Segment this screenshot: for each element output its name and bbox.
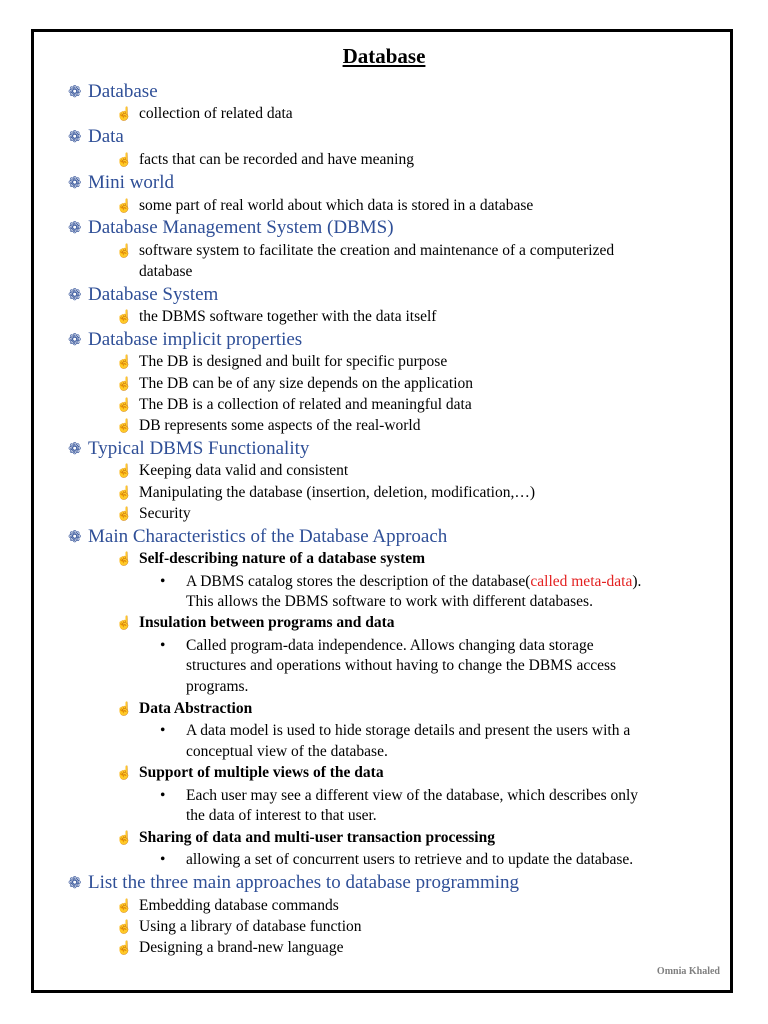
swirl-bullet-icon: ❁ <box>68 287 82 304</box>
hand-pointer-icon: ☝ <box>116 615 133 630</box>
hand-pointer-icon: ☝ <box>116 940 133 955</box>
hand-pointer-icon: ☝ <box>116 309 133 324</box>
list-item: ☝ The DB is designed and built for specific purpose <box>116 353 448 370</box>
heading-data: ❁ Data <box>68 126 124 147</box>
list-item: ☝ The DB is a collection of related and meaningful data <box>116 396 472 413</box>
sub-item: • Each user may see a different view of the database, which describes only <box>160 787 639 804</box>
sub-item-continuation: This allows the DBMS software to work with different databases. <box>186 593 593 610</box>
sub-heading: ☝ Data Abstraction <box>116 700 253 717</box>
hand-pointer-icon: ☝ <box>116 830 133 845</box>
list-item: ☝ DB represents some aspects of the real-world <box>116 417 421 434</box>
list-item: ☝ the DBMS software together with the data itself <box>116 308 437 325</box>
sub-item-continuation: the data of interest to that user. <box>186 807 377 824</box>
hand-pointer-icon: ☝ <box>116 354 133 369</box>
sub-item: • allowing a set of concurrent users to retrieve and to update the database. <box>160 851 634 868</box>
sub-heading: ☝ Insulation between programs and data <box>116 614 395 631</box>
sub-item: • Called program-data independence. Allows changing data storage <box>160 637 594 654</box>
dot-bullet: • <box>160 722 166 739</box>
list-item: ☝ facts that can be recorded and have meaning <box>116 151 414 168</box>
heading-dbms: ❁ Database Management System (DBMS) <box>68 217 394 238</box>
hand-pointer-icon: ☝ <box>116 919 133 934</box>
hand-pointer-icon: ☝ <box>116 485 133 500</box>
hand-pointer-icon: ☝ <box>116 376 133 391</box>
swirl-bullet-icon: ❁ <box>68 220 82 237</box>
heading-typical-functionality: ❁ Typical DBMS Functionality <box>68 438 310 459</box>
author-footer: Omnia Khaled <box>656 966 720 977</box>
hand-pointer-icon: ☝ <box>116 243 133 258</box>
dot-bullet: • <box>160 637 166 654</box>
list-item: ☝ Keeping data valid and consistent <box>116 462 349 479</box>
hand-pointer-icon: ☝ <box>116 152 133 167</box>
swirl-bullet-icon: ❁ <box>68 84 82 101</box>
sub-heading: ☝ Self-describing nature of a database system <box>116 550 426 567</box>
sub-item-continuation: programs. <box>186 678 249 695</box>
sub-item-continuation: conceptual view of the database. <box>186 743 388 760</box>
list-item: ☝ Security <box>116 505 191 522</box>
list-item-continuation: database <box>139 263 193 280</box>
hand-pointer-icon: ☝ <box>116 765 133 780</box>
heading-main-characteristics: ❁ Main Characteristics of the Database Approach <box>68 526 448 547</box>
sub-item: • A DBMS catalog stores the description of the database(called meta-data). <box>160 573 642 590</box>
list-item: ☝ some part of real world about which data is stored in a database <box>116 197 534 214</box>
sub-item: • A data model is used to hide storage details and present the users with a <box>160 722 631 739</box>
hand-pointer-icon: ☝ <box>116 701 133 716</box>
hand-pointer-icon: ☝ <box>116 506 133 521</box>
dot-bullet: • <box>160 851 166 868</box>
swirl-bullet-icon: ❁ <box>68 529 82 546</box>
sub-heading: ☝ Sharing of data and multi-user transaction processing <box>116 829 495 846</box>
dot-bullet: • <box>160 787 166 804</box>
hand-pointer-icon: ☝ <box>116 418 133 433</box>
list-item: ☝ The DB can be of any size depends on the application <box>116 375 473 392</box>
swirl-bullet-icon: ❁ <box>68 129 82 146</box>
heading-implicit-properties: ❁ Database implicit properties <box>68 329 303 350</box>
dot-bullet: • <box>160 573 166 590</box>
heading-database-system: ❁ Database System <box>68 284 219 305</box>
swirl-bullet-icon: ❁ <box>68 441 82 458</box>
swirl-bullet-icon: ❁ <box>68 175 82 192</box>
swirl-bullet-icon: ❁ <box>68 332 82 349</box>
hand-pointer-icon: ☝ <box>116 397 133 412</box>
hand-pointer-icon: ☝ <box>116 463 133 478</box>
page-title: Database <box>342 44 426 68</box>
hand-pointer-icon: ☝ <box>116 198 133 213</box>
hand-pointer-icon: ☝ <box>116 551 133 566</box>
list-item: ☝ Using a library of database function <box>116 918 362 935</box>
list-item: ☝ collection of related data <box>116 105 293 122</box>
hand-pointer-icon: ☝ <box>116 106 133 121</box>
heading-database: ❁ Database <box>68 81 158 102</box>
list-item: ☝ Designing a brand-new language <box>116 939 344 956</box>
sub-item-continuation: structures and operations without having to change the DBMS access <box>186 657 617 674</box>
heading-mini-world: ❁ Mini world <box>68 172 175 193</box>
list-item: ☝ software system to facilitate the creation and maintenance of a computerized <box>116 242 615 259</box>
list-item: ☝ Manipulating the database (insertion, deletion, modification,…) <box>116 484 536 501</box>
sub-heading: ☝ Support of multiple views of the data <box>116 764 384 781</box>
swirl-bullet-icon: ❁ <box>68 875 82 892</box>
hand-pointer-icon: ☝ <box>116 898 133 913</box>
heading-three-approaches: ❁ List the three main approaches to database programming <box>68 872 520 893</box>
list-item: ☝ Embedding database commands <box>116 897 339 914</box>
